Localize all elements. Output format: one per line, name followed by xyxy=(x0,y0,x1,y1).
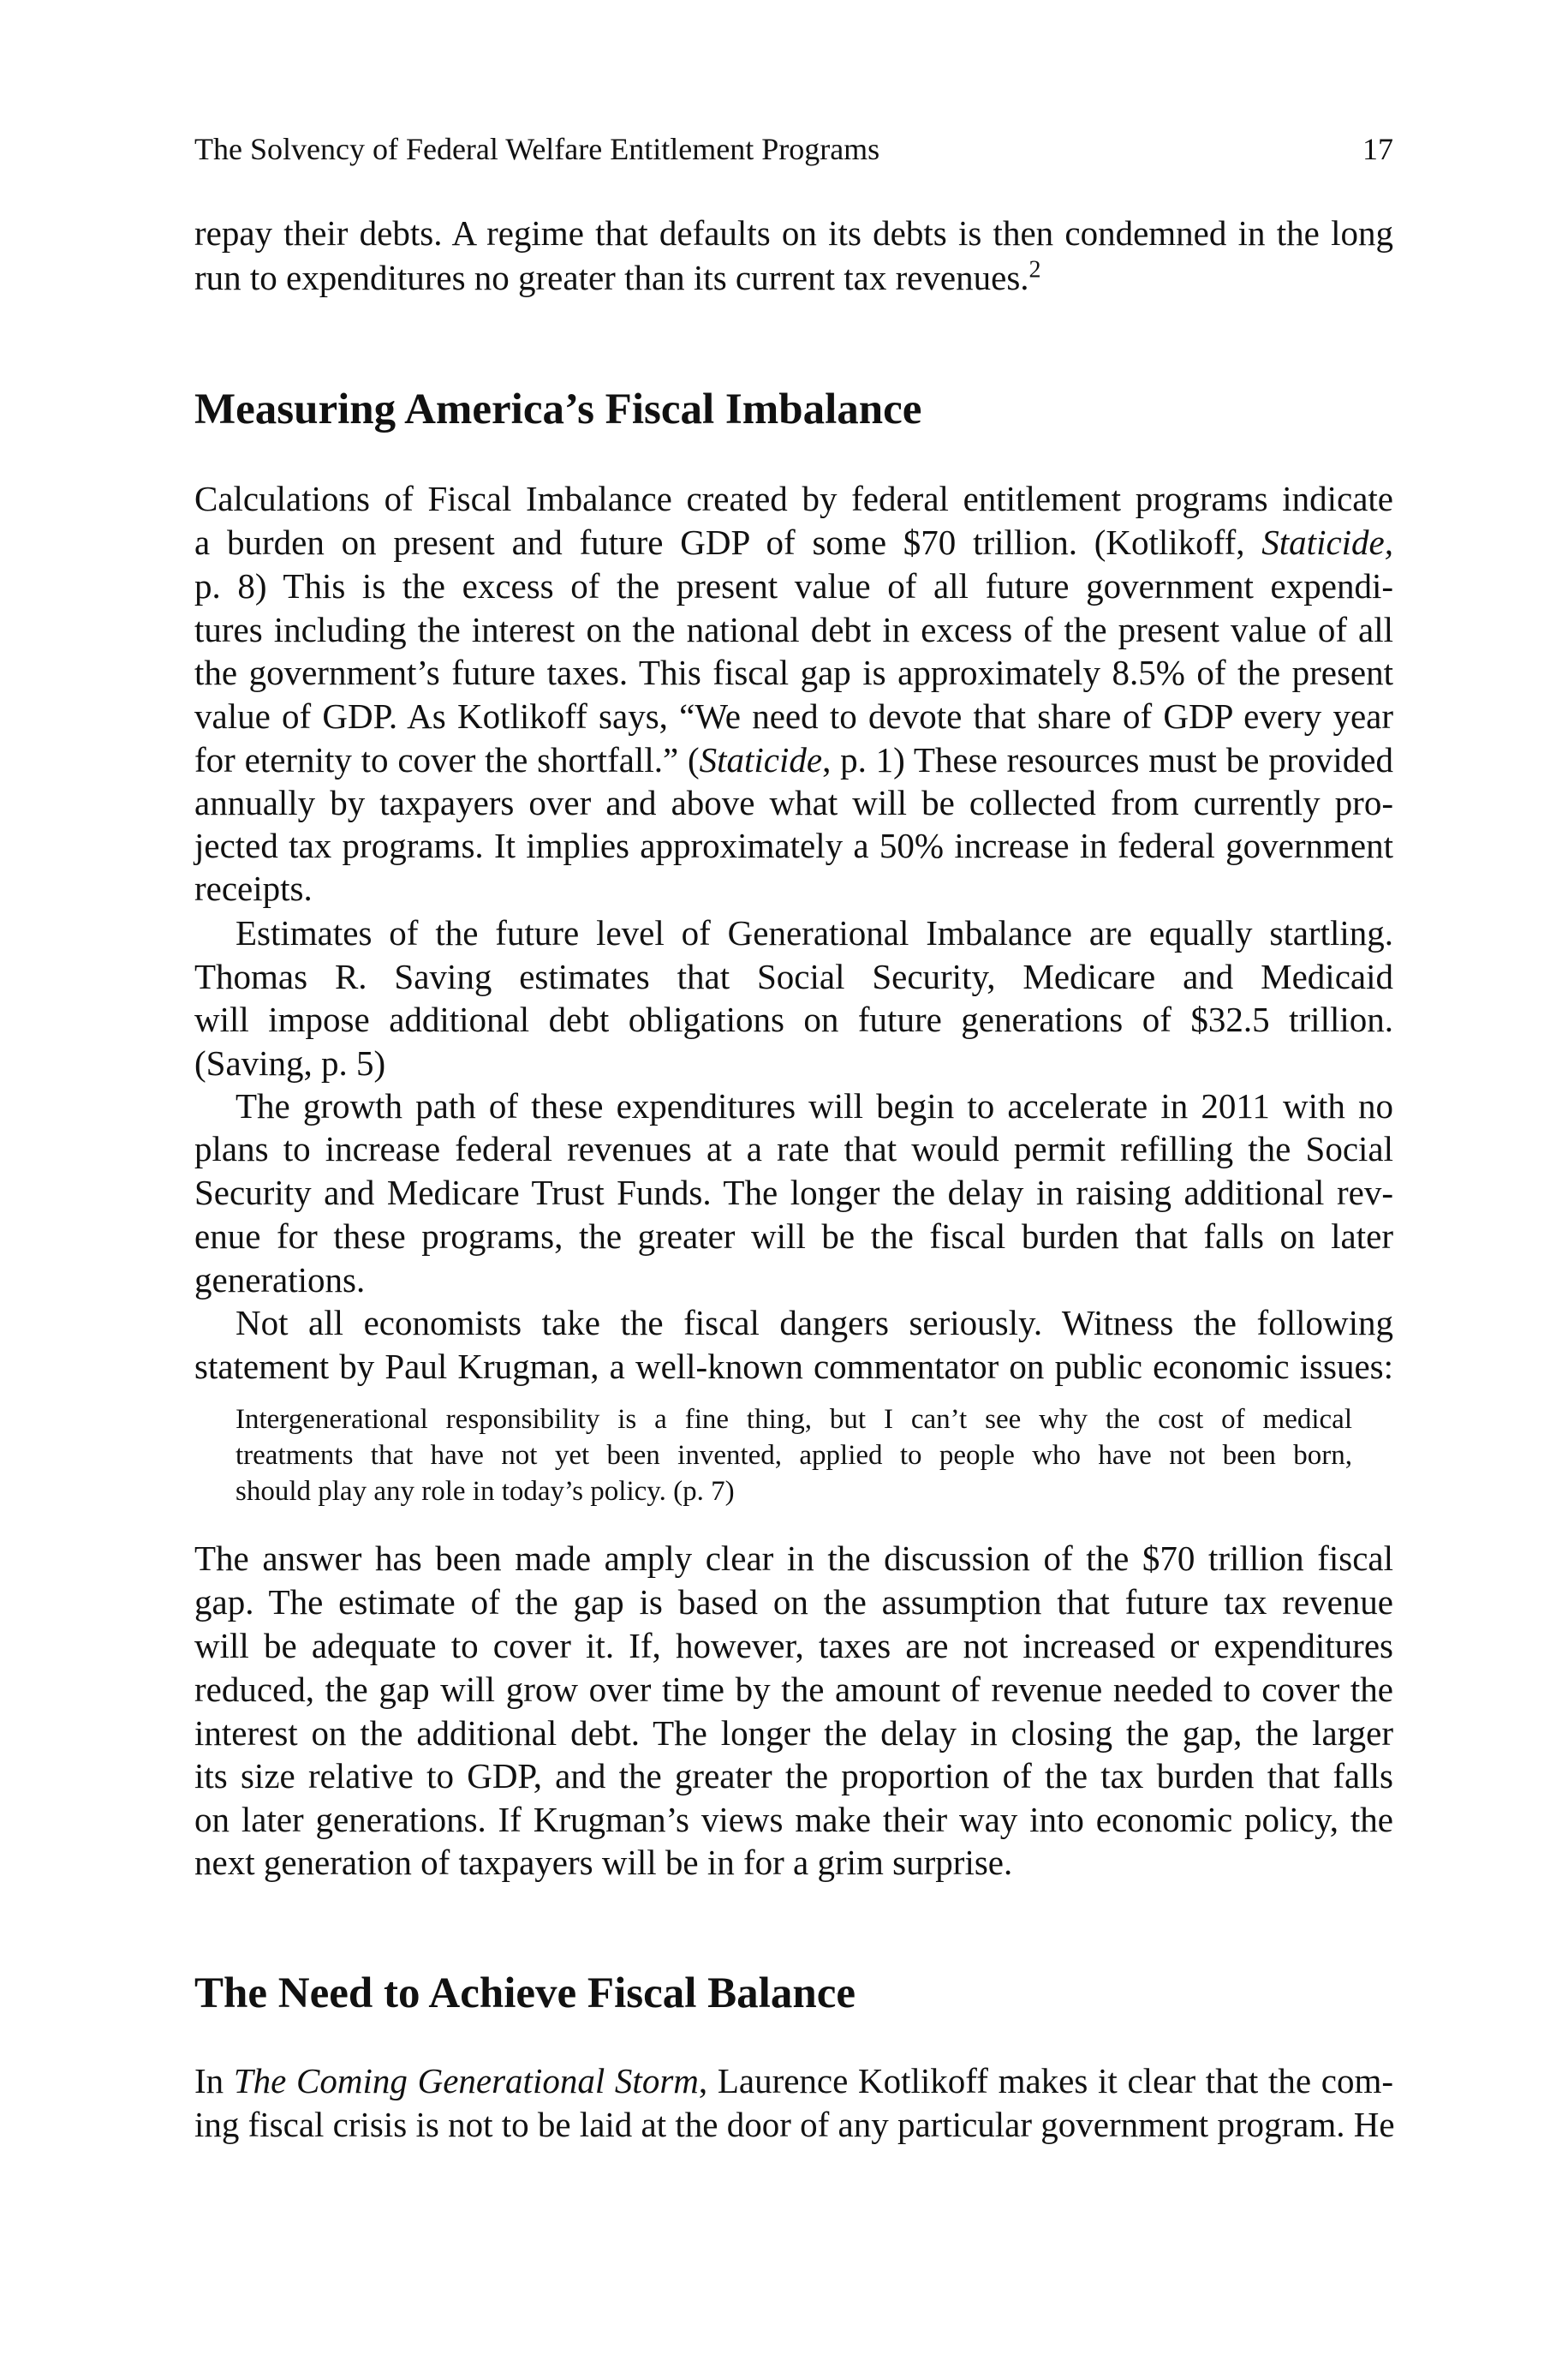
body-line: enue for these programs, the greater will be the fiscal burden that falls on later xyxy=(194,1216,1393,1256)
body-line: will be adequate to cover it. If, however, taxes are not increased or expenditures xyxy=(194,1626,1393,1665)
body-line: annually by taxpayers over and above what will be collected from currently pro- xyxy=(194,783,1393,822)
body-line: Thomas R. Saving estimates that Social Security, Medicare and Medicaid xyxy=(194,957,1393,996)
footnote-ref: 2 xyxy=(1028,256,1041,284)
block-quote-line: treatments that have not yet been invented, applied to people who have not been born, xyxy=(235,1440,1352,1471)
body-line: interest on the additional debt. The longer the delay in closing the gap, the larger xyxy=(194,1713,1393,1753)
body-line: The answer has been made amply clear in the discussion of the $70 trillion fiscal xyxy=(194,1539,1393,1578)
section-heading: The Need to Achieve Fiscal Balance xyxy=(194,1969,856,2017)
body-line: repay their debts. A regime that defaults on its debts is then condemned in the long xyxy=(194,213,1393,253)
section-heading: Measuring America’s Fiscal Imbalance xyxy=(194,385,922,433)
body-line: Calculations of Fiscal Imbalance created by federal entitlement programs indicate xyxy=(194,479,1393,518)
body-line: next generation of taxpayers will be in for a grim surprise. xyxy=(194,1843,1013,1882)
body-line: generations. xyxy=(194,1260,366,1300)
body-line: gap. The estimate of the gap is based on the assumption that future tax revenue xyxy=(194,1582,1393,1622)
body-line: on later generations. If Krugman’s views make their way into economic policy, the xyxy=(194,1800,1393,1839)
body-line: reduced, the gap will grow over time by the amount of revenue needed to cover the xyxy=(194,1670,1393,1709)
body-line: for eternity to cover the shortfall.” (Staticide, p. 1) These resources must be provided xyxy=(194,740,1393,780)
body-line: a burden on present and future GDP of some $70 trillion. (Kotlikoff, Staticide, xyxy=(194,523,1393,562)
body-line: the government’s future taxes. This fiscal gap is approximately 8.5% of the present xyxy=(194,653,1393,692)
body-line: Not all economists take the fiscal dangers seriously. Witness the following xyxy=(235,1303,1393,1342)
body-line: p. 8) This is the excess of the present value of all future government expendi- xyxy=(194,566,1393,606)
body-line: its size relative to GDP, and the greater the proportion of the tax burden that falls xyxy=(194,1756,1393,1795)
body-line: run to expenditures no greater than its current tax revenues.$^2$ xyxy=(194,256,1041,297)
body-line: value of GDP. As Kotlikoff says, “We need to devote that share of GDP every year xyxy=(194,696,1393,736)
body-line: ing fiscal crisis is not to be laid at the door of any particular government program. He xyxy=(194,2105,1395,2144)
body-line: tures including the interest on the national debt in excess of the present value of all xyxy=(194,610,1393,649)
page-number: 17 xyxy=(1362,132,1393,166)
running-title: The Solvency of Federal Welfare Entitlement Programs xyxy=(194,132,880,166)
body-line: jected tax programs. It implies approximately a 50% increase in federal government xyxy=(194,826,1393,865)
body-line: Security and Medicare Trust Funds. The longer the delay in raising additional rev- xyxy=(194,1173,1393,1212)
body-line: will impose additional debt obligations on future generations of $32.5 trillion. xyxy=(194,1000,1393,1039)
body-line: In The Coming Generational Storm, Laurence Kotlikoff makes it clear that the com- xyxy=(194,2061,1394,2100)
body-line: Estimates of the future level of Generational Imbalance are equally startling. xyxy=(235,913,1393,953)
running-header xyxy=(194,131,1393,169)
body-line: (Saving, p. 5) xyxy=(194,1043,386,1083)
block-quote-line: Intergenerational responsibility is a fine thing, but I can’t see why the cost of medical xyxy=(235,1404,1352,1435)
body-line: The growth path of these expenditures will begin to accelerate in 2011 with no xyxy=(235,1086,1393,1126)
body-line: plans to increase federal revenues at a rate that would permit refilling the Social xyxy=(194,1129,1393,1168)
block-quote-line: should play any role in today’s policy. (p. 7) xyxy=(235,1476,735,1507)
body-line: receipts. xyxy=(194,869,313,908)
body-line: statement by Paul Krugman, a well-known commentator on public economic issues: xyxy=(194,1347,1393,1386)
